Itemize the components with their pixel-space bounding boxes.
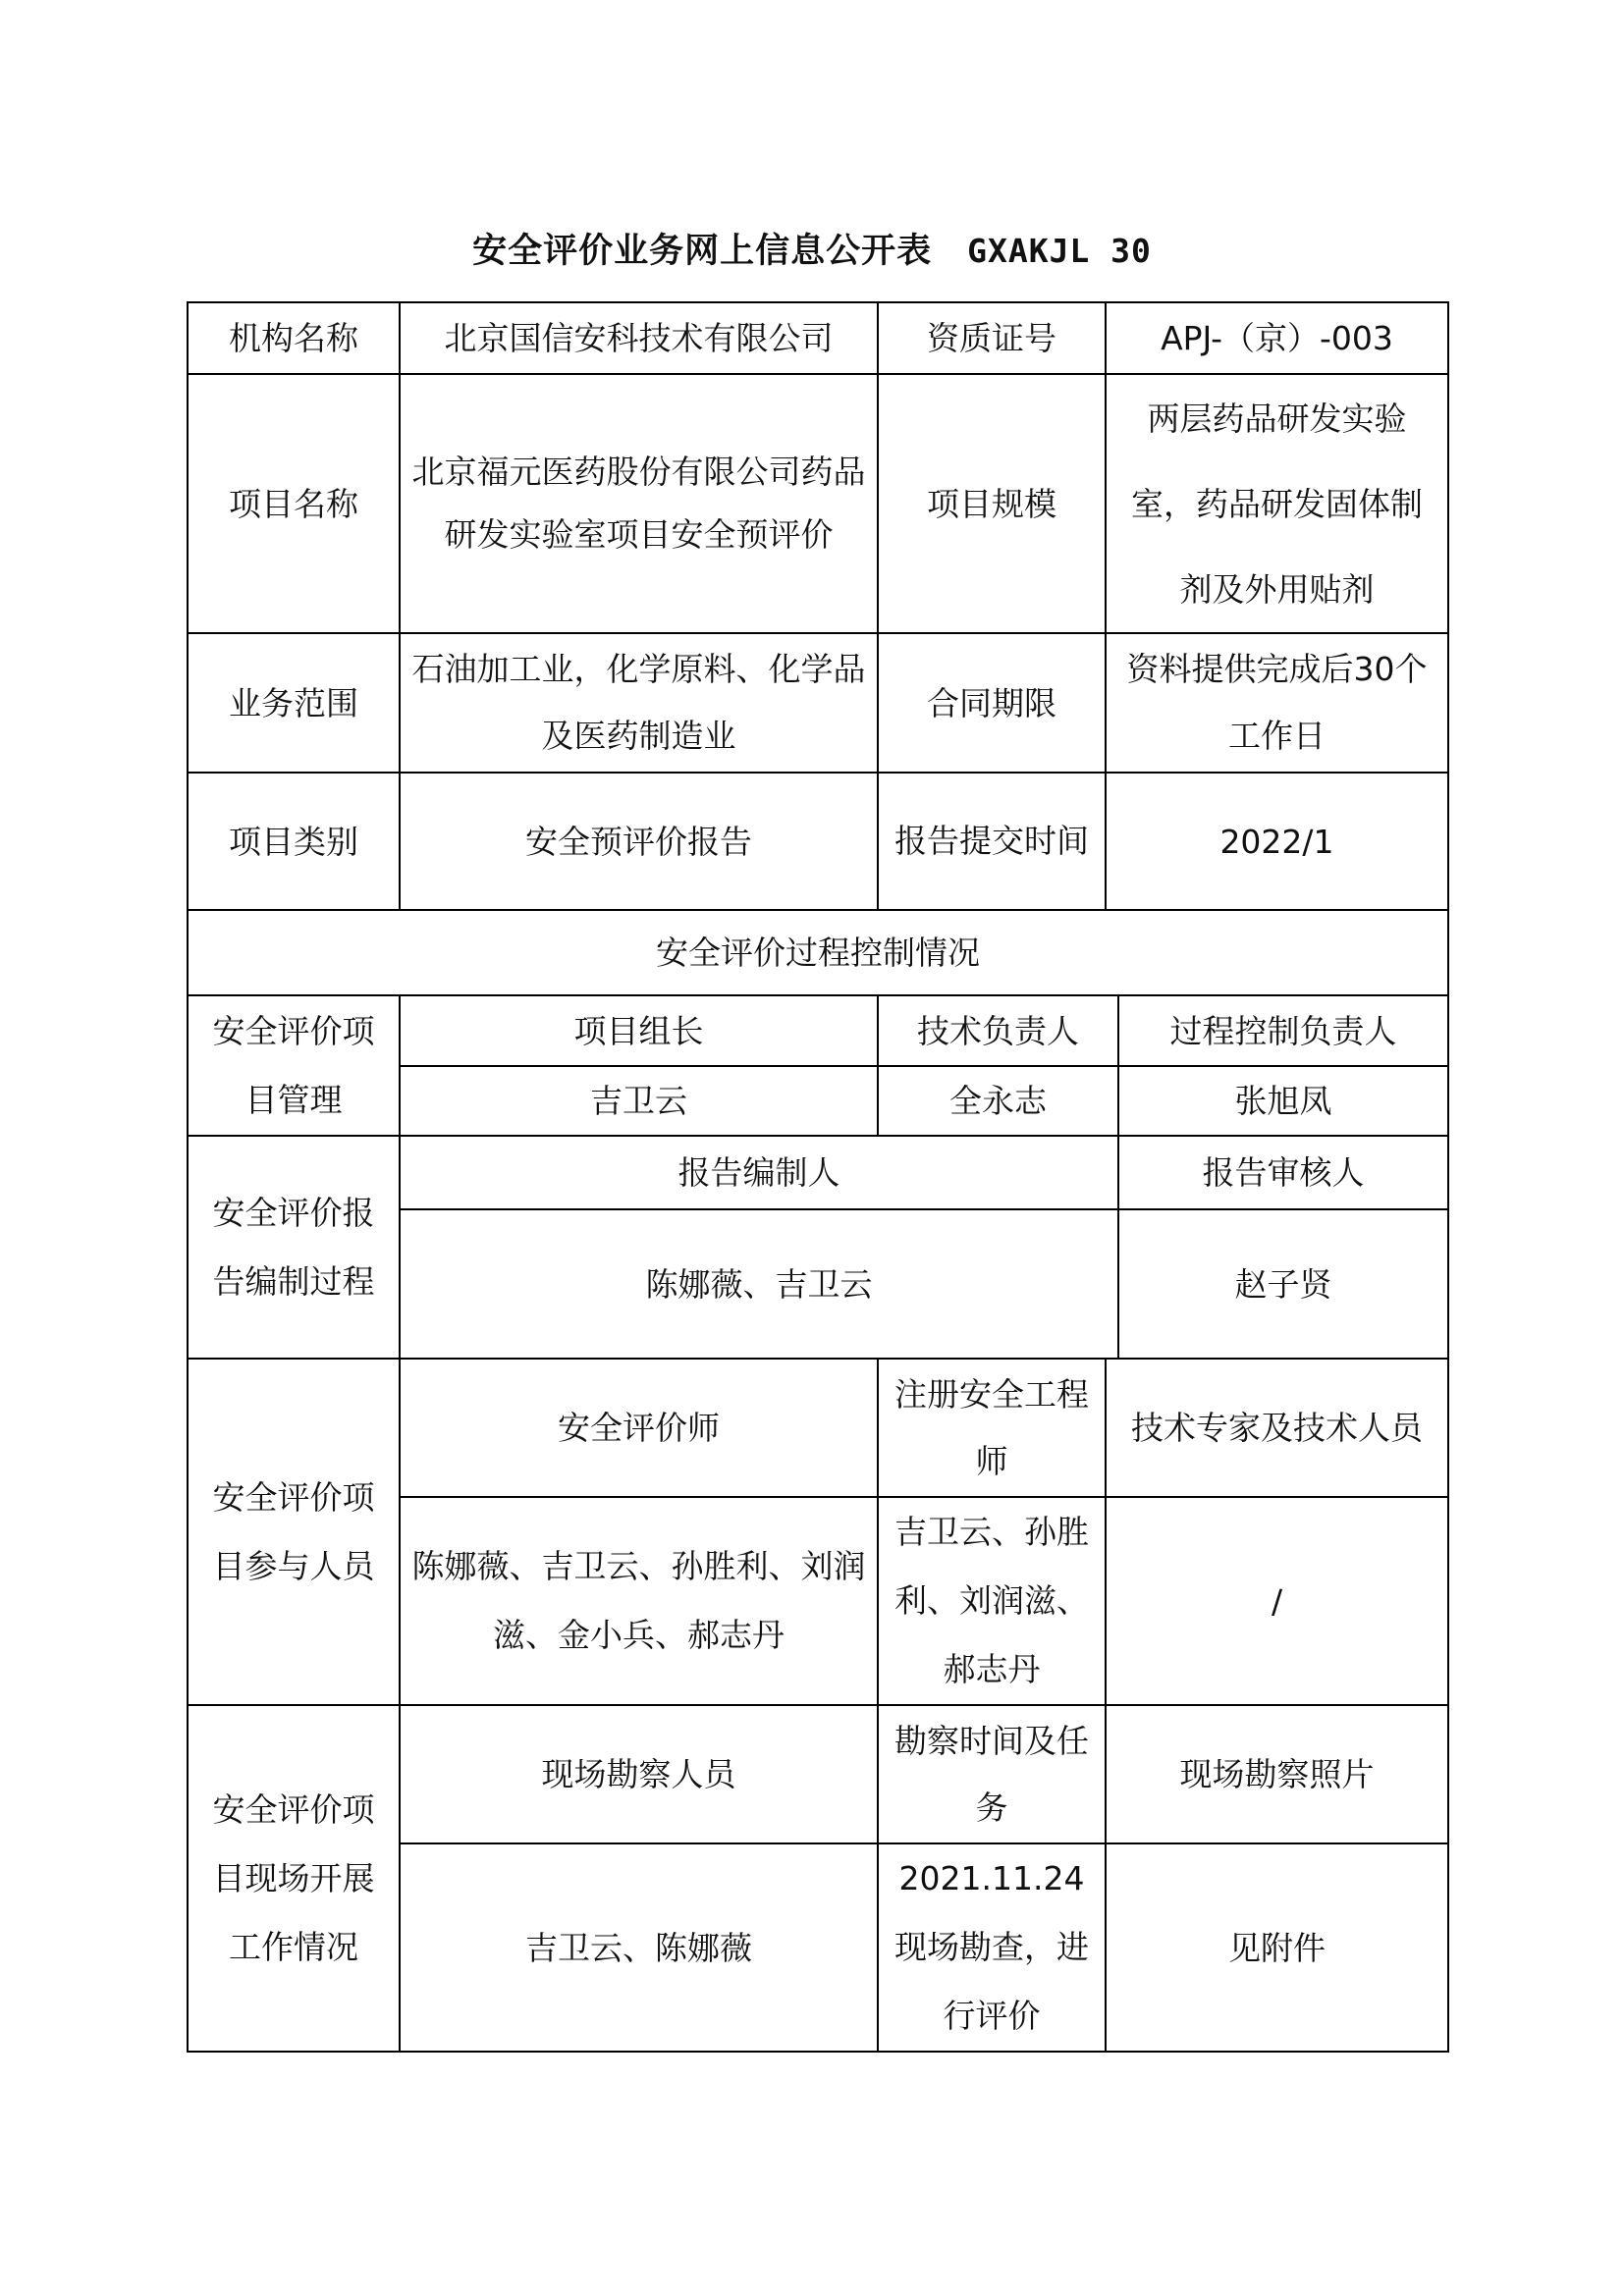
submit-value: 2022/1 bbox=[1106, 773, 1448, 910]
project-value: 北京福元医药股份有限公司药品研发实验室项目安全预评价 bbox=[400, 374, 878, 633]
engineers: 吉卫云、孙胜利、刘润滋、郝志丹 bbox=[878, 1497, 1106, 1705]
site-time-task: 2021.11.24现场勘查，进行评价 bbox=[878, 1843, 1106, 2052]
head-evaluators: 安全评价师 bbox=[400, 1359, 878, 1497]
experts: / bbox=[1106, 1497, 1448, 1705]
process-lead: 张旭凤 bbox=[1118, 1066, 1448, 1136]
head-site-time: 勘察时间及任务 bbox=[878, 1705, 1106, 1843]
management-label: 安全评价项目管理 bbox=[188, 995, 400, 1136]
head-site-people: 现场勘察人员 bbox=[400, 1705, 878, 1843]
staff-label: 安全评价项目参与人员 bbox=[188, 1359, 400, 1705]
cert-label: 资质证号 bbox=[878, 302, 1106, 374]
head-experts: 技术专家及技术人员 bbox=[1106, 1359, 1448, 1497]
head-process-lead: 过程控制负责人 bbox=[1118, 995, 1448, 1066]
form-code: GXAKJL 30 bbox=[967, 232, 1152, 270]
org-label: 机构名称 bbox=[188, 302, 400, 374]
scale-value: 两层药品研发实验室，药品研发固体制剂及外用贴剂 bbox=[1106, 374, 1448, 633]
head-site-photos: 现场勘察照片 bbox=[1106, 1705, 1448, 1843]
scope-label: 业务范围 bbox=[188, 633, 400, 773]
head-report-reviewer: 报告审核人 bbox=[1118, 1136, 1448, 1209]
section-heading: 安全评价过程控制情况 bbox=[188, 910, 1448, 995]
project-label: 项目名称 bbox=[188, 374, 400, 633]
type-value: 安全预评价报告 bbox=[400, 773, 878, 910]
scope-value: 石油加工业，化学原料、化学品及医药制造业 bbox=[400, 633, 878, 773]
site-label: 安全评价项目现场开展工作情况 bbox=[188, 1705, 400, 2052]
report-reviewer: 赵子贤 bbox=[1118, 1209, 1448, 1359]
report-label: 安全评价报告编制过程 bbox=[188, 1136, 400, 1359]
head-tech-lead: 技术负责人 bbox=[878, 995, 1118, 1066]
title-text: 安全评价业务网上信息公开表 bbox=[472, 232, 933, 271]
term-label: 合同期限 bbox=[878, 633, 1106, 773]
scale-label: 项目规模 bbox=[878, 374, 1106, 633]
evaluators: 陈娜薇、吉卫云、孙胜利、刘润滋、金小兵、郝志丹 bbox=[400, 1497, 878, 1705]
org-value: 北京国信安科技术有限公司 bbox=[400, 302, 878, 374]
head-project-leader: 项目组长 bbox=[400, 995, 878, 1066]
project-leader: 吉卫云 bbox=[400, 1066, 878, 1136]
tech-lead: 全永志 bbox=[878, 1066, 1118, 1136]
site-people: 吉卫云、陈娜薇 bbox=[400, 1843, 878, 2052]
term-value: 资料提供完成后30个工作日 bbox=[1106, 633, 1448, 773]
page-title bbox=[0, 224, 1624, 273]
head-engineers: 注册安全工程师 bbox=[878, 1359, 1106, 1497]
report-writers: 陈娜薇、吉卫云 bbox=[400, 1209, 1118, 1359]
submit-label: 报告提交时间 bbox=[878, 773, 1106, 910]
cert-value: APJ-（京）-003 bbox=[1106, 302, 1448, 374]
disclosure-table bbox=[187, 301, 1449, 2053]
type-label: 项目类别 bbox=[188, 773, 400, 910]
head-report-writer: 报告编制人 bbox=[400, 1136, 1118, 1209]
site-photos: 见附件 bbox=[1106, 1843, 1448, 2052]
